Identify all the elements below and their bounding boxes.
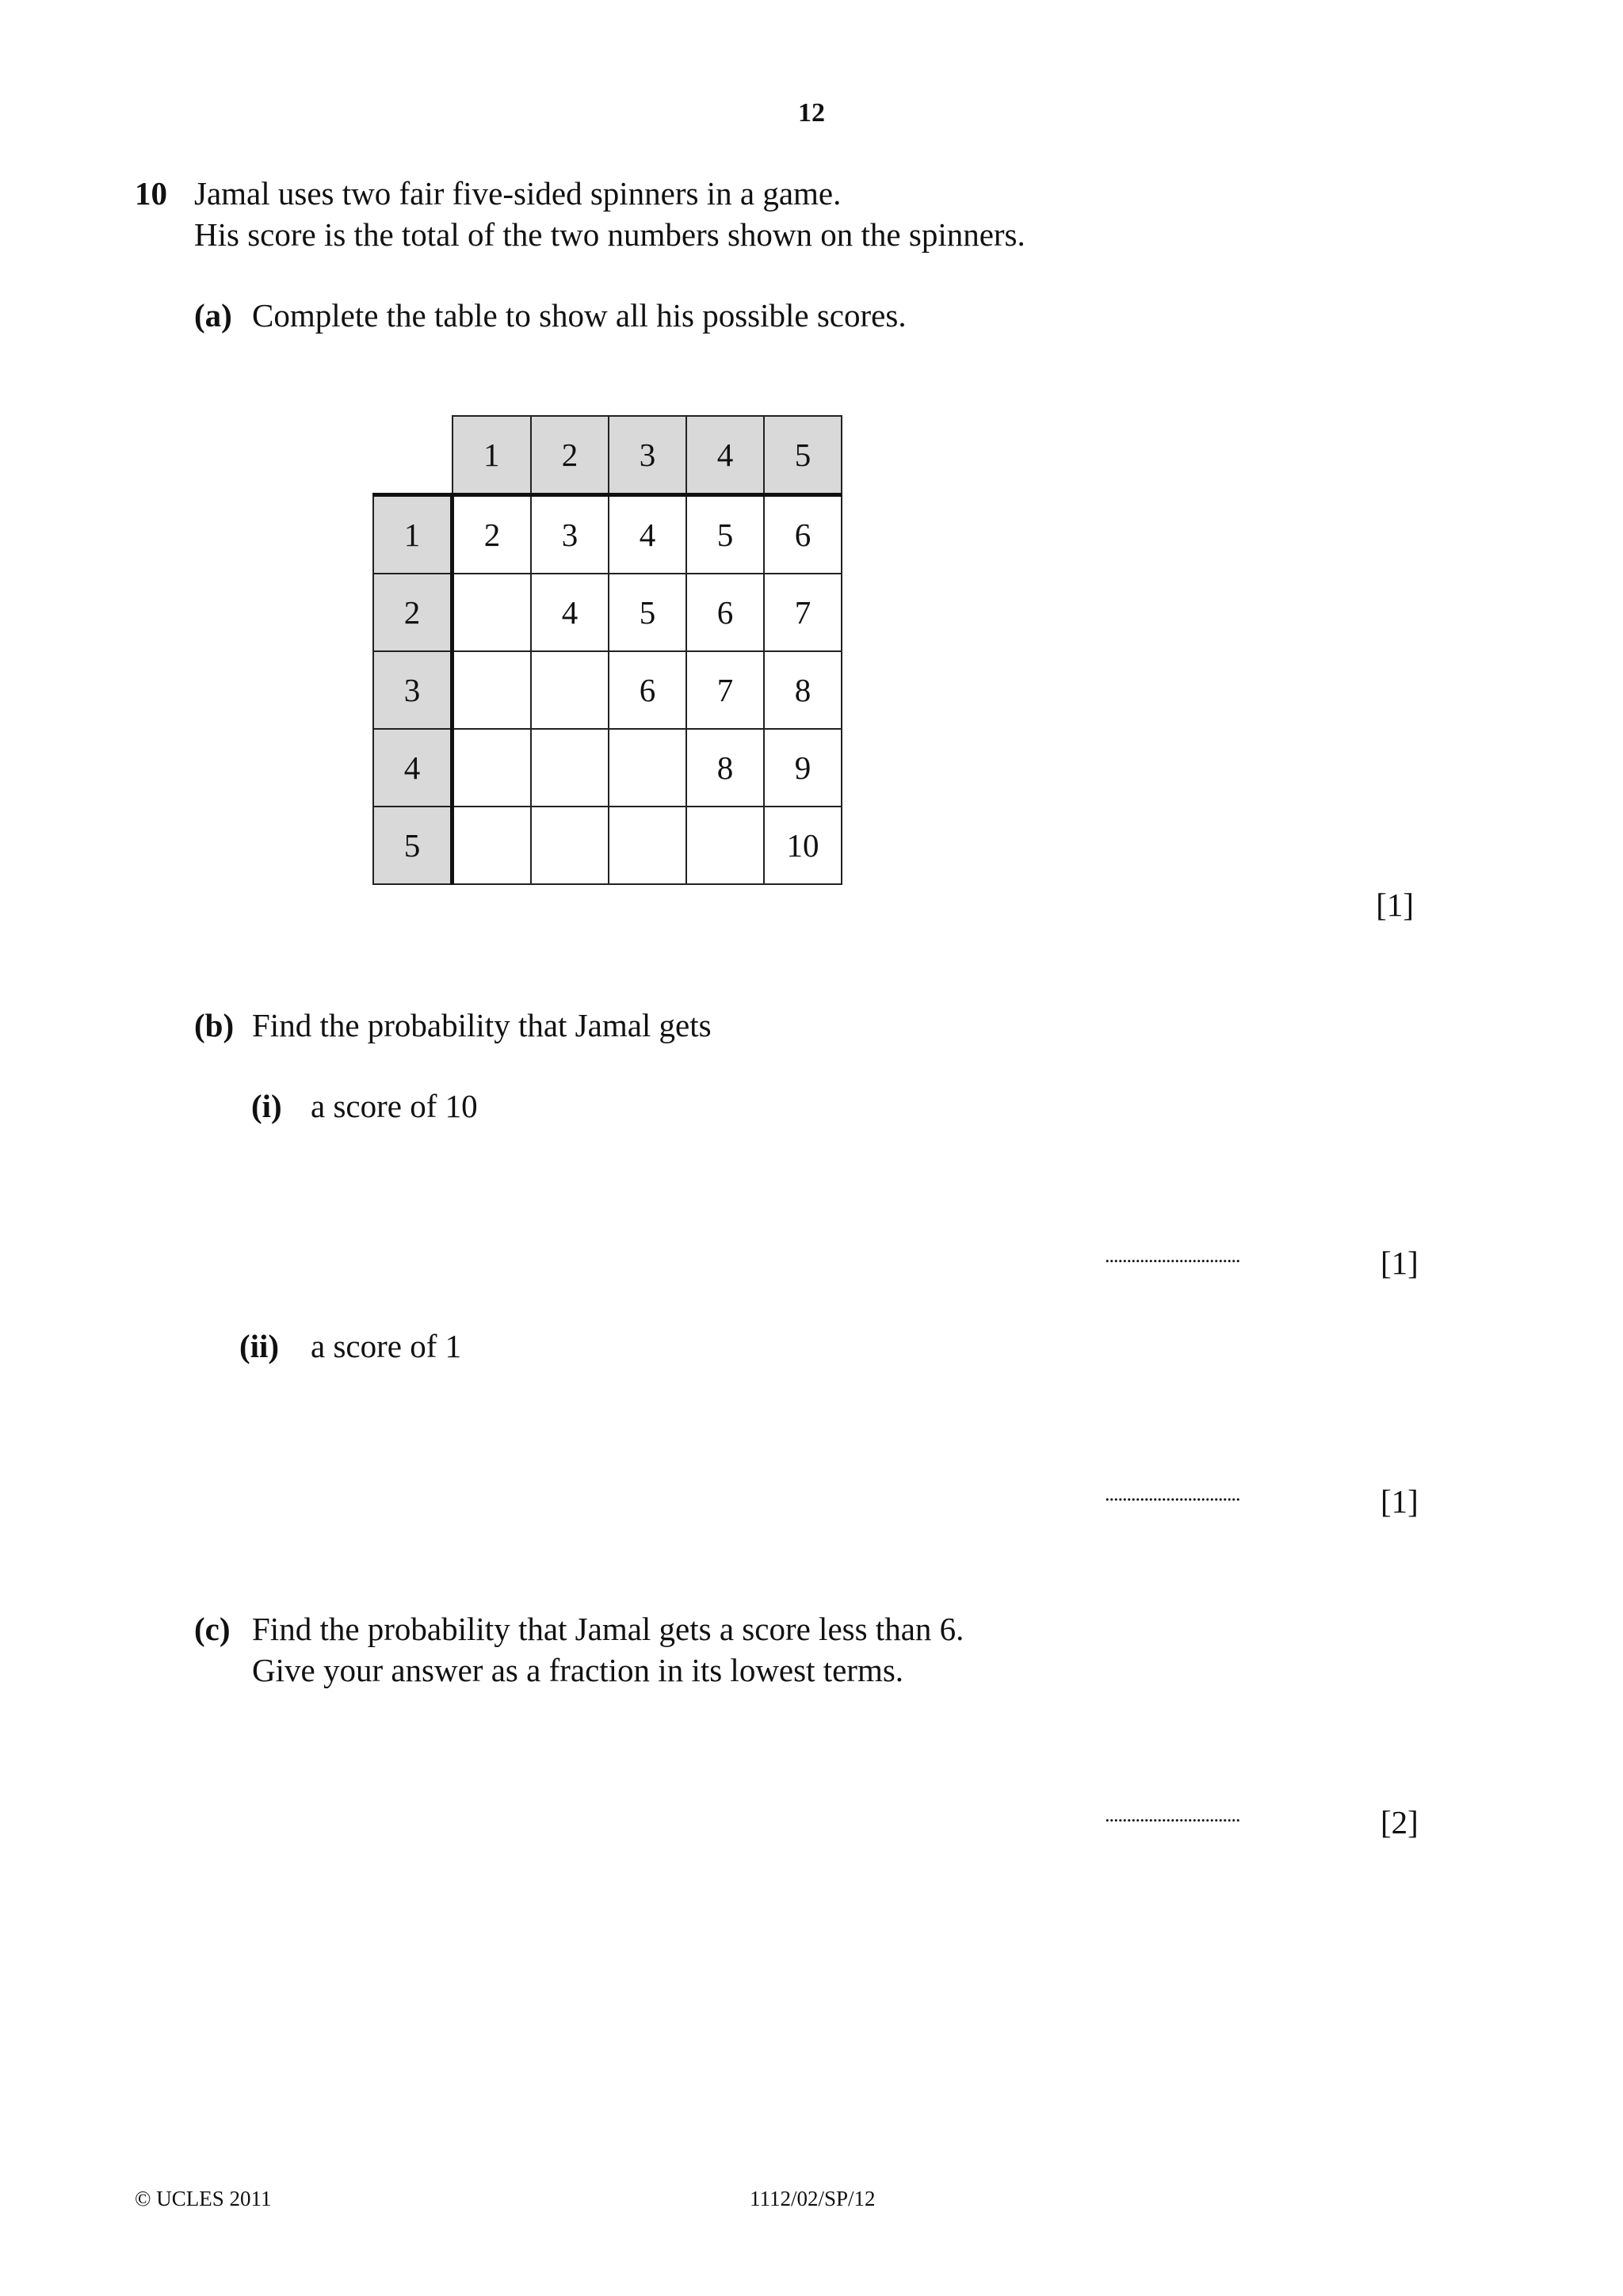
score-cell: 4 — [531, 574, 609, 651]
column-header-cell: 4 — [686, 416, 764, 495]
part-b-i-label: (i) — [251, 1088, 282, 1124]
part-c-text-line-1: Find the probability that Jamal gets a score less than 6. — [252, 1611, 964, 1647]
score-cell[interactable] — [531, 729, 609, 807]
table-corner-cell — [373, 416, 453, 495]
question-number: 10 — [135, 175, 167, 212]
score-cell: 6 — [609, 651, 686, 729]
footer-copyright: © UCLES 2011 — [135, 2187, 272, 2210]
column-header-cell: 1 — [453, 416, 532, 495]
score-cell: 6 — [764, 495, 842, 574]
table-row — [373, 651, 842, 729]
score-cell: 9 — [764, 729, 842, 807]
page-number: 12 — [798, 98, 825, 128]
part-b-ii-text: a score of 1 — [311, 1328, 462, 1364]
score-cell[interactable] — [453, 651, 532, 729]
score-cell: 7 — [686, 651, 764, 729]
score-cell: 10 — [764, 807, 842, 884]
question-text-line-2: His score is the total of the two numbers shown on the spinners. — [194, 216, 1025, 253]
score-cell[interactable] — [453, 807, 532, 884]
table-header-row — [373, 416, 842, 495]
score-cell: 6 — [686, 574, 764, 651]
part-b-ii-label: (ii) — [239, 1328, 280, 1364]
part-b-text: Find the probability that Jamal gets — [252, 1007, 712, 1043]
score-cell[interactable] — [609, 729, 686, 807]
column-header-cell: 2 — [531, 416, 609, 495]
table-row — [373, 574, 842, 651]
score-table — [372, 415, 842, 885]
score-cell[interactable] — [453, 729, 532, 807]
part-b-i-answer-line[interactable]: ............................... — [1105, 1244, 1240, 1267]
score-cell[interactable] — [686, 807, 764, 884]
row-header-cell: 4 — [373, 729, 453, 807]
part-a-text: Complete the table to show all his possible scores. — [252, 297, 907, 334]
part-c-text-line-2: Give your answer as a fraction in its lowest terms. — [252, 1652, 904, 1688]
score-cell: 7 — [764, 574, 842, 651]
score-cell[interactable] — [531, 807, 609, 884]
table-row — [373, 729, 842, 807]
score-cell[interactable] — [531, 651, 609, 729]
table-row — [373, 807, 842, 884]
row-header-cell: 5 — [373, 807, 453, 884]
row-header-cell: 3 — [373, 651, 453, 729]
part-c-answer-line[interactable]: ............................... — [1105, 1803, 1240, 1826]
score-cell: 8 — [686, 729, 764, 807]
table-row — [373, 495, 842, 574]
part-b-i-marks: [1] — [1381, 1245, 1419, 1281]
score-cell: 5 — [686, 495, 764, 574]
part-c-label: (c) — [194, 1611, 231, 1647]
score-cell: 4 — [609, 495, 686, 574]
part-b-ii-answer-line[interactable]: ............................... — [1105, 1482, 1240, 1505]
part-b-label: (b) — [194, 1007, 235, 1043]
score-cell: 5 — [609, 574, 686, 651]
column-header-cell: 5 — [764, 416, 842, 495]
part-c-marks: [2] — [1381, 1804, 1419, 1840]
part-b-i-text: a score of 10 — [311, 1088, 478, 1124]
footer-paper-code: 1112/02/SP/12 — [750, 2187, 876, 2210]
row-header-cell: 1 — [373, 495, 453, 574]
score-cell: 8 — [764, 651, 842, 729]
question-text-line-1: Jamal uses two fair five-sided spinners in a game. — [194, 175, 842, 212]
column-header-cell: 3 — [609, 416, 686, 495]
score-cell[interactable] — [609, 807, 686, 884]
score-cell: 3 — [531, 495, 609, 574]
part-b-ii-marks: [1] — [1381, 1483, 1419, 1520]
row-header-cell: 2 — [373, 574, 453, 651]
score-cell: 2 — [453, 495, 532, 574]
score-cell[interactable] — [453, 574, 532, 651]
part-a-marks: [1] — [1376, 887, 1414, 923]
part-a-label: (a) — [194, 297, 232, 334]
